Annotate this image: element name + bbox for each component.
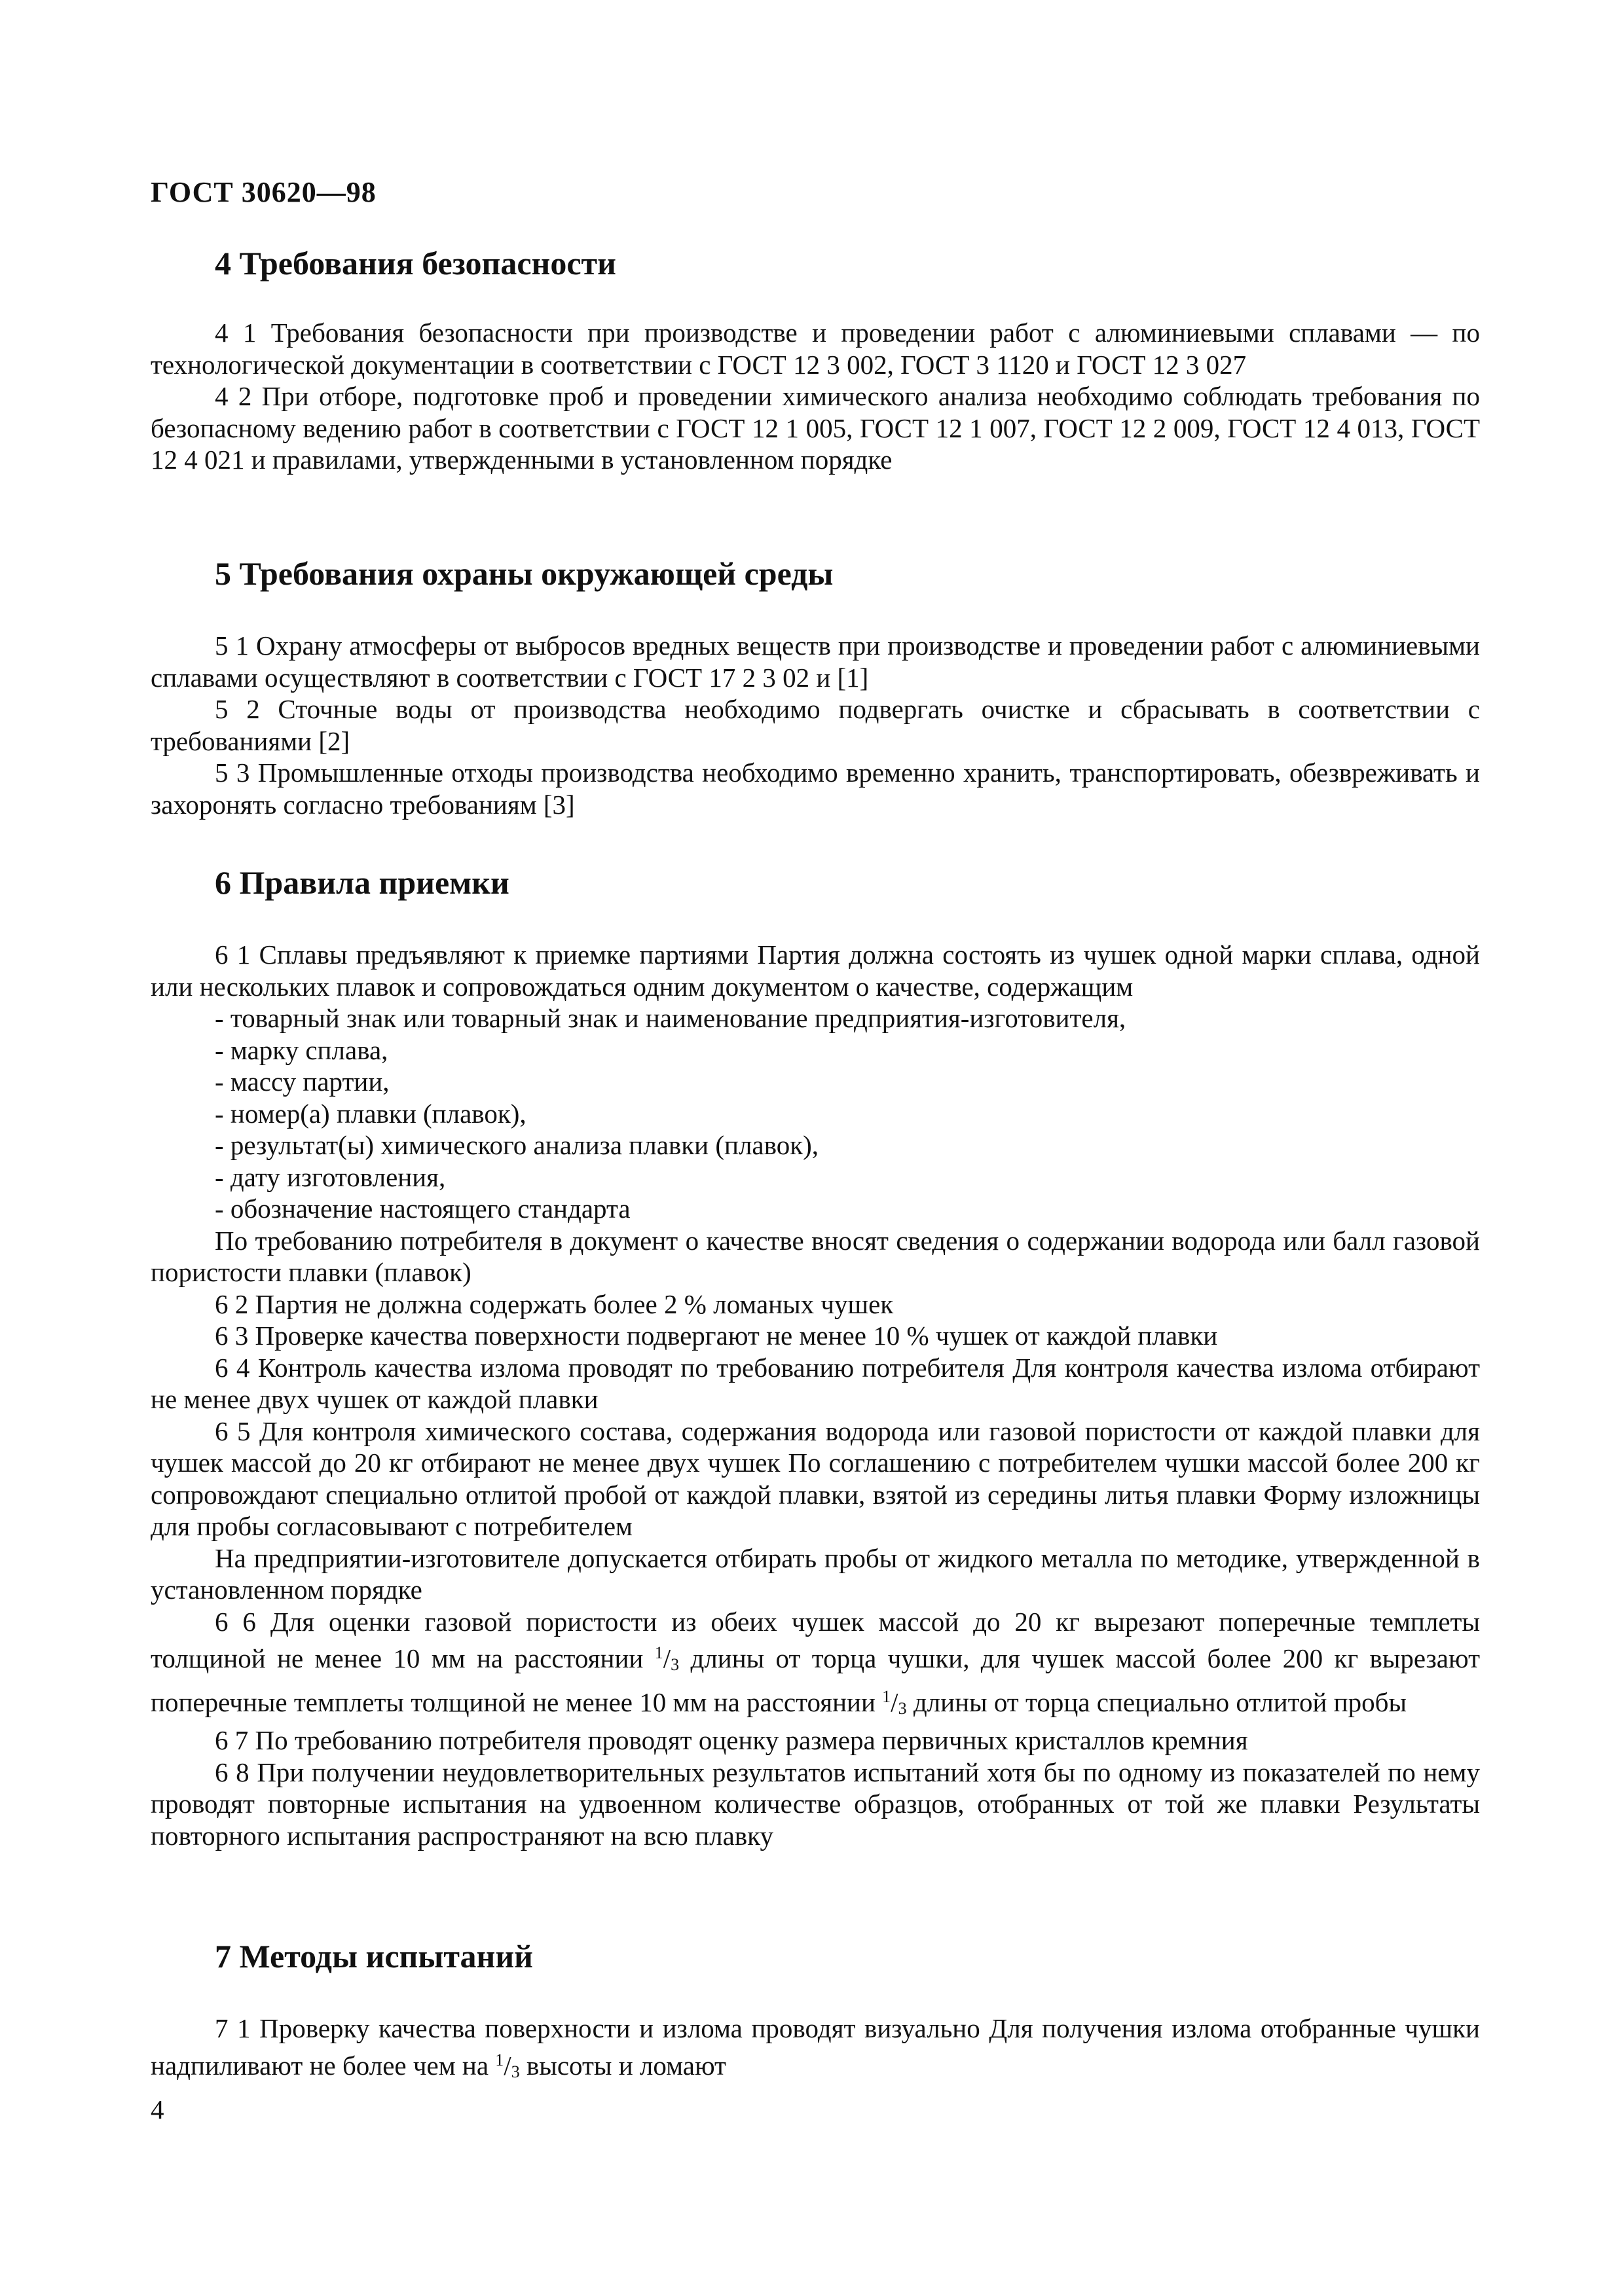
list-item: - массу партии, bbox=[215, 1066, 390, 1097]
paragraph-6-3: 6 3 Проверке качества поверхности подвергают не менее 10 % чушек от каждой плавки bbox=[215, 1321, 1218, 1351]
paragraph-5-3: 5 3 Промышленные отходы производства необходимо временно хранить, транспортировать, обезвреживать и захоронять согласно требованиям [3] bbox=[151, 757, 1480, 820]
paragraph-6-4: 6 4 Контроль качества излома проводят по требованию потребителя Для контроля качества излома отбирают не менее двух чушек от каждой плавки bbox=[151, 1352, 1480, 1414]
paragraph-6-7: 6 7 По требованию потребителя проводят оценку размера первичных кристаллов кремния bbox=[215, 1725, 1248, 1755]
list-item: - товарный знак или товарный знак и наименование предприятия-изготовителя, bbox=[215, 1003, 1126, 1033]
section-5-title: 5 Требования охраны окружающей среды bbox=[215, 555, 834, 592]
fraction-one-third: $^1/_3$ bbox=[882, 1686, 907, 1718]
paragraph-6-5-note: На предприятии-изготовителе допускается отбирать пробы от жидкого металла по методике, утвержденной в установленном порядке bbox=[151, 1542, 1480, 1605]
paragraph-4-2: 4 2 При отборе, подготовке проб и проведении химического анализа необходимо соблюдать требования по безопасному ведению работ в соответствии с ГОСТ 12 1 005, ГОСТ 12 1 007, ГОСТ 12 2 009, ГОСТ 12 4 013, ГОСТ 12 4 021 и правилами, утвержденными в установленном порядке bbox=[151, 381, 1480, 475]
section-6 bbox=[151, 863, 1480, 1851]
paragraph-6-2: 6 2 Партия не должна содержать более 2 % ломаных чушек bbox=[215, 1288, 894, 1319]
section-4 bbox=[151, 244, 1480, 476]
section-7-title: 7 Методы испытаний bbox=[215, 1938, 533, 1975]
fraction-numerator: 1 bbox=[495, 2050, 504, 2069]
section-7 bbox=[151, 1937, 1480, 2088]
paragraph-7-1 bbox=[151, 2013, 1480, 2088]
paragraph-7-1-part-b: высоты и ломают bbox=[519, 2050, 726, 2081]
paragraph-6-8: 6 8 При получении неудовлетворительных результатов испытаний хотя бы по одному из показателей по нему проводят повторные испытания на удвоенном количестве образцов, отобранных от той же плавки Результаты повторного испытания распространяют на всю плавку bbox=[151, 1757, 1480, 1851]
paragraph-5-1: 5 1 Охрану атмосферы от выбросов вредных веществ при производстве и проведении работ с алюминиевыми сплавами осуществляют в соответствии с ГОСТ 17 2 3 02 и [1] bbox=[151, 630, 1480, 693]
paragraph-6-1: 6 1 Сплавы предъявляют к приемке партиями Партия должна состоять из чушек одной марки сплава, одной или нескольких плавок и сопровождаться одним документом о качестве, содержащим bbox=[151, 939, 1480, 1002]
list-item: - номер(а) плавки (плавок), bbox=[215, 1098, 526, 1129]
list-item: - дату изготовления, bbox=[215, 1161, 446, 1192]
paragraph-6-6-part-c: длины от торца специально отлитой пробы bbox=[906, 1686, 1407, 1717]
section-6-title: 6 Правила приемки bbox=[215, 864, 509, 901]
paragraph-6-6-part-a: 6 6 Для оценки газовой пористости из обеих чушек массой до 20 кг вырезают поперечные темплеты толщиной не менее 10 мм на расстоянии bbox=[151, 1606, 1480, 1673]
paragraph-4-1: 4 1 Требования безопасности при производстве и проведении работ с алюминиевыми сплавами — по технологической документации в соответствии с ГОСТ 12 3 002, ГОСТ 3 1120 и ГОСТ 12 3 027 bbox=[151, 318, 1480, 380]
paragraph-6-1-note: По требованию потребителя в документ о качестве вносят сведения о содержании водорода или балл газовой пористости плавки (плавок) bbox=[151, 1225, 1480, 1287]
fraction-denominator: 3 bbox=[898, 1698, 907, 1718]
paragraph-5-2: 5 2 Сточные воды от производства необходимо подвергать очистке и сбрасывать в соответствии с требованиями [2] bbox=[151, 694, 1480, 756]
list-item: - обозначение настоящего стандарта bbox=[215, 1194, 631, 1224]
fraction-one-third: $^1/_3$ bbox=[495, 2050, 520, 2081]
list-item: - результат(ы) химического анализа плавки (плавок), bbox=[215, 1130, 819, 1160]
page-number: 4 bbox=[151, 2094, 164, 2124]
fraction-one-third: $^1/_3$ bbox=[654, 1643, 680, 1674]
fraction-numerator: 1 bbox=[882, 1686, 891, 1706]
section-5 bbox=[151, 554, 1480, 820]
fraction-denominator: 3 bbox=[671, 1655, 680, 1674]
fraction-numerator: 1 bbox=[654, 1643, 663, 1662]
paragraph-7-1-part-a: 7 1 Проверку качества поверхности и излома проводят визуально Для получения излома отобранные чушки надпиливают не более чем на bbox=[151, 2013, 1480, 2081]
paragraph-6-6 bbox=[151, 1606, 1480, 1725]
document-id: ГОСТ 30620—98 bbox=[151, 176, 377, 208]
quality-document-list bbox=[151, 1002, 1480, 1225]
paragraph-6-6-part-b: длины от торца чушки, для чушек массой более 200 кг вырезают поперечные темплеты толщиной не менее 10 мм на расстоянии bbox=[151, 1643, 1481, 1717]
list-item: - марку сплава, bbox=[215, 1034, 388, 1065]
fraction-denominator: 3 bbox=[511, 2062, 520, 2081]
section-4-title: 4 Требования безопасности bbox=[215, 245, 616, 282]
paragraph-6-5: 6 5 Для контроля химического состава, содержания водорода или газовой пористости от каждой плавки для чушек массой до 20 кг отбирают не менее двух чушек По соглашению с потребителем чушки массой более 200 кг сопровождают специально отлитой пробой от каждой плавки, взятой из середины литья плавки Форму изложницы для пробы согласовывают с потребителем bbox=[151, 1415, 1480, 1541]
